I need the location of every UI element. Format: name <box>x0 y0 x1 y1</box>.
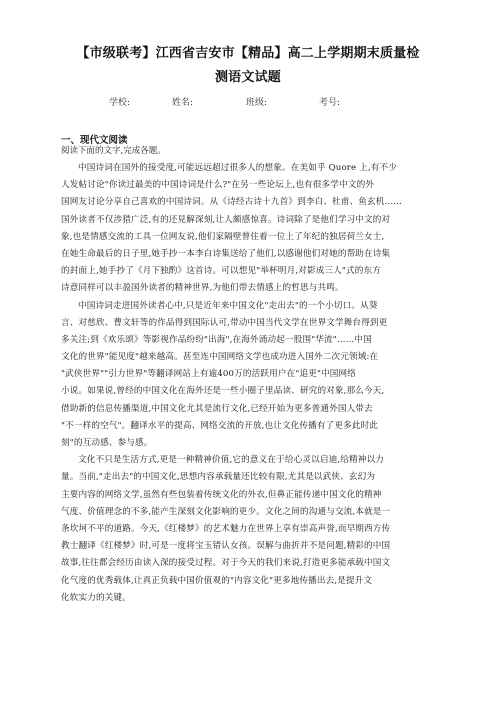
passage-line: 国外读者不仅涉猎广泛,有的还見解深刻,让人颇感惊喜。诗词除了是他们学习中文的对 <box>61 214 391 225</box>
passage-line: 教士翻译《红楼梦》时,可是一度将宝玉错认女孩。误解与曲折并不是问题,精彩的中国 <box>61 541 391 552</box>
passage-line: 在她生命最后的日子里,她手抄一本李白诗集送给了他们,以感谢他们对她的帮助在诗集 <box>61 248 391 259</box>
passage-line: 的封面上,她手抄了《月下独酌》这首诗。可以想见"举杯明月,对影成三人"式的东方 <box>61 266 382 277</box>
document-title-line-2: 测语文试题 <box>214 70 281 85</box>
passage-line: "不一样的空气"。翻译水平的提高、网络交流的开放,也让文化传播有了更多此时此 <box>61 420 379 431</box>
passage-line: 言、对慈欣、曹文轩等的作品得到国际认可,带动中国当代文学在世界文学舞台得到更 <box>61 317 388 328</box>
passage-line: 国网友讨论分享自己喜欢的中国诗词。从《诗经古诗十九首》到李白、杜甫、鱼玄机…… <box>61 197 403 208</box>
passage-line: 小说。如果说,曾经的中国文化在海外还是一些小圈子里品读、研究的对象,那么今天, <box>61 386 385 397</box>
exam-number-label: 考号: <box>319 98 341 108</box>
passage-line: 文化的世界"能见度"越来越高。甚至连中国网络文学也成功进入国外二次元领域:在 <box>61 352 379 363</box>
passage-line: 主要内容的网络文学,虽然有些包装着传统文化的外衣,但鼻正能传递中国文化的精神 <box>61 489 382 500</box>
name-label: 姓名: <box>172 98 194 108</box>
section-heading: 一、现代文阅读 <box>61 135 128 146</box>
passage-line: 故事,往往都会经历由读入深的接受过程。对于今天的我们来说,打造更多能承载中国文 <box>61 558 391 569</box>
passage-line: 化软实力的关键。 <box>61 592 131 603</box>
passage-line: 刻"的互动感、参与感。 <box>61 438 153 448</box>
passage-line: "武侠世界""引力世界"等翻译网站上有逾400万的活跃用户在"追更"中国网络 <box>61 369 357 380</box>
passage-line: 借助新的信息传播渠道,中国文化尤其是流行文化,已经开始为更多普通外国人带去 <box>61 403 373 414</box>
document-title-line-1: 【市级联考】江西省吉安市【精品】高二上学期期末质量检 <box>76 46 420 61</box>
passage-line: 量。当前,"走出去"的中国文化,思想内容承载量还比较有限,尤其是以武侠、玄幻为 <box>61 472 376 483</box>
passage-line: 气度、价值理念的不多,能产生深刻文化影响的更少。文化之间的沟通与交流,本就是一 <box>61 506 391 517</box>
school-label: 学校: <box>109 98 131 108</box>
passage-line: 化气度的优秀载体,让真正负载中国价值观的"内容文化"更多地传播出去,是提升文 <box>61 575 373 586</box>
class-label: 班级: <box>246 98 268 108</box>
passage-line: 中国诗词在国外的接受度,可能远远超过很多人的想象。在美如乎 Quore 上,有不少 <box>78 163 398 173</box>
passage-line: 象,也是情感交流的工具一位网友说,他们家隔壁曾住着一位上了年纪的独居荷兰女士, <box>61 231 385 242</box>
passage-line: 中国诗词走进国外读者心中,只是近年来中国文化"走出去"的一个小切口。从葵 <box>78 300 378 311</box>
passage-line: 诗意同样可以丰盈国外读者的精神世界,为他们带去情感上的哲思与共鸣。 <box>61 283 344 294</box>
passage-body <box>61 160 435 607</box>
passage-line: 条坎坷不平的道路。今天,《红楼梦》的艺术魅力在世界上享有崇高声誉,而早期西方传 <box>61 523 391 534</box>
passage-line: 文化不只是生活方式,更是一种精神价值,它的意义在于给心灵以启迪,给精神以力 <box>78 455 384 466</box>
passage-line: 人发帖讨论"你读过最美的中国诗词是什么?"在另一些论坛上,也有很多学中文的外 <box>61 180 375 191</box>
passage-line: 多关注;到《欢乐颂》等影视作品纷纷"出海",在海外涌动起一股围"华流"……中国 <box>61 334 372 345</box>
reading-instruction: 阅读下面的文字,完成各题。 <box>61 146 166 156</box>
student-info-row <box>0 95 496 109</box>
